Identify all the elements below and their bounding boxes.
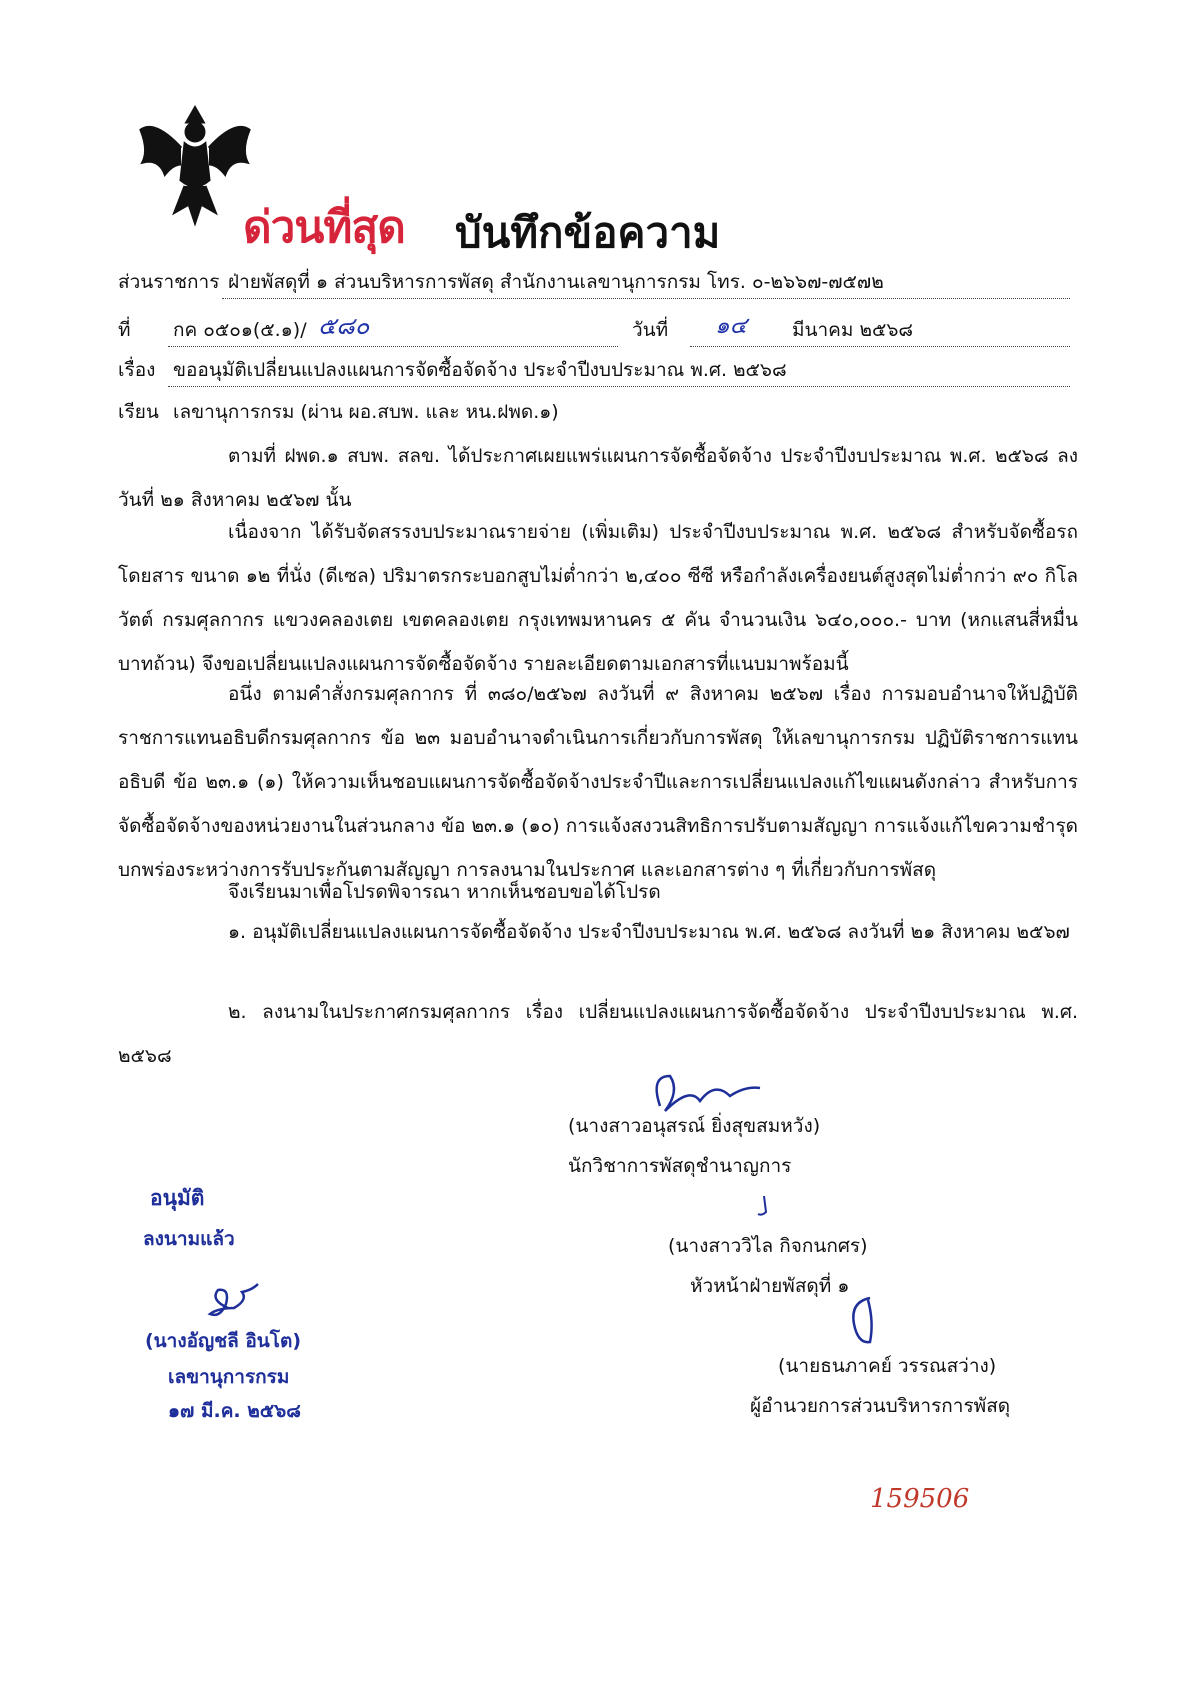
approval-title: เลขานุการกรม [168, 1366, 290, 1388]
date-underline [690, 346, 1070, 347]
body-paragraph-1: ตามที่ ฝพด.๑ สบพ. สลข. ได้ประกาศเผยแพร่แผนการจัดซื้อจัดจ้าง ประจำปีงบประมาณ พ.ศ. ๒๕๖๘ ลงวันที่ ๒๑ สิงหาคม ๒๕๖๗ นั้น [118, 445, 1078, 511]
body-paragraph-6: ๒. ลงนามในประกาศกรมศุลกากร เรื่อง เปลี่ยนแปลงแผนการจัดซื้อจัดจ้าง ประจำปีงบประมาณ พ.ศ. ๒๕๖๘ [118, 1001, 1078, 1067]
ref-label: ที่ [118, 319, 131, 341]
approval-signed: ลงนามแล้ว [143, 1228, 235, 1250]
body-paragraph-4: จึงเรียนมาเพื่อโปรดพิจารณา หากเห็นชอบขอได้โปรด [228, 881, 661, 903]
body-paragraph-5: ๑. อนุมัติเปลี่ยนแปลงแผนการจัดซื้อจัดจ้าง ประจำปีงบประมาณ พ.ศ. ๒๕๖๘ ลงวันที่ ๒๑ สิงหาคม ๒๕๖๗ [228, 921, 1070, 943]
agency-value: ฝ่ายพัสดุที่ ๑ ส่วนบริหารการพัสดุ สำนักงานเลขานุการกรม โทร. ๐-๒๖๖๗-๗๕๗๒ [228, 271, 884, 293]
subject-label: เรื่อง [118, 359, 156, 381]
body-paragraph-3: อนึ่ง ตามคำสั่งกรมศุลกากร ที่ ๓๘๐/๒๕๖๗ ลงวันที่ ๙ สิงหาคม ๒๕๖๗ เรื่อง การมอบอำนาจให้ปฏิบัติราชการแทนอธิบดีกรมศุลกากร ข้อ ๒๓ มอบอำนาจดำเนินการเกี่ยวกับการพัสดุ ให้เลขานุการกรม ปฏิบัติราชการแทนอธิบดี ข้อ ๒๓.๑ (๑) ให้ความเห็นชอบแผนการจัดซื้อจัดจ้างประจำปีและการเปลี่ยนแปลงแก้ไขแผนดังกล่าว สำหรับการจัดซื้อจัดจ้างของหน่วยงานในส่วนกลาง ข้อ ๒๓.๑ (๑๐) การแจ้งสงวนสิทธิการปรับตามสัญญา การแจ้งแก้ไขความชำรุดบกพร่องระหว่างการรับประกันตามสัญญา การลงนามในประกาศ และเอกสารต่าง ๆ ที่เกี่ยวกับการพัสดุ [118, 683, 1078, 881]
to-label: เรียน [118, 401, 159, 423]
approval-date: ๑๗ มี.ค. ๒๕๖๘ [168, 1400, 301, 1422]
subject-value: ขออนุมัติเปลี่ยนแปลงแผนการจัดซื้อจัดจ้าง ประจำปีงบประมาณ พ.ศ. ๒๕๖๘ [173, 359, 787, 381]
signer-1-name: (นางสาวอนุสรณ์ ยิ่งสุขสมหวัง) [568, 1115, 821, 1137]
date-month-year: มีนาคม ๒๕๖๘ [792, 319, 914, 341]
date-day-handwritten: ๑๔ [715, 313, 748, 339]
subject-underline [168, 386, 1070, 387]
signer-1-title: นักวิชาการพัสดุชำนาญการ [568, 1155, 792, 1177]
signature-3-icon [840, 1292, 890, 1352]
urgency-stamp: ด่วนที่สุด [243, 202, 405, 253]
ref-handwritten-number: ๕๘๐ [318, 312, 370, 340]
ref-underline [168, 346, 618, 347]
signer-3-name: (นายธนภาคย์ วรรณสว่าง) [778, 1355, 997, 1377]
body-paragraph-2: เนื่องจาก ได้รับจัดสรรงบประมาณรายจ่าย (เพิ่มเติม) ประจำปีงบประมาณ พ.ศ. ๒๕๖๘ สำหรับจัดซื้อรถโดยสาร ขนาด ๑๒ ที่นั่ง (ดีเซล) ปริมาตรกระบอกสูบไม่ต่ำกว่า ๒,๔๐๐ ซีซี หรือกำลังเครื่องยนต์สูงสุดไม่ต่ำกว่า ๙๐ กิโลวัตต์ กรมศุลกากร แขวงคลองเตย เขตคลองเตย กรุงเทพมหานคร ๕ คัน จำนวนเงิน ๖๔๐,๐๐๐.- บาท (หกแสนสี่หมื่นบาทถ้วน) จึงขอเปลี่ยนแปลงแผนการจัดซื้อจัดจ้าง รายละเอียดตามเอกสารที่แนบมาพร้อมนี้ [118, 521, 1078, 675]
signer-2-title: หัวหน้าฝ่ายพัสดุที่ ๑ [690, 1275, 850, 1297]
approval-name: (นางอัญชลี อินโต) [145, 1330, 301, 1352]
document-title: บันทึกข้อความ [455, 208, 721, 257]
garuda-emblem-icon [135, 100, 255, 230]
signature-2-icon [750, 1192, 780, 1222]
agency-underline [222, 298, 1070, 299]
to-value: เลขานุการกรม (ผ่าน ผอ.สบพ. และ หน.ฝพด.๑) [173, 401, 559, 423]
approval-approved: อนุมัติ [150, 1186, 205, 1210]
ref-value: กค ๐๕๐๑(๕.๑)/ [173, 319, 307, 341]
agency-label: ส่วนราชการ [118, 271, 220, 293]
handwritten-doc-number: 159506 [870, 1484, 970, 1514]
approval-signature-icon [200, 1278, 270, 1328]
date-label: วันที่ [632, 319, 669, 341]
signer-2-name: (นางสาววิไล กิจกนกศร) [668, 1235, 868, 1257]
signer-3-title: ผู้อำนวยการส่วนบริหารการพัสดุ [750, 1395, 1011, 1417]
